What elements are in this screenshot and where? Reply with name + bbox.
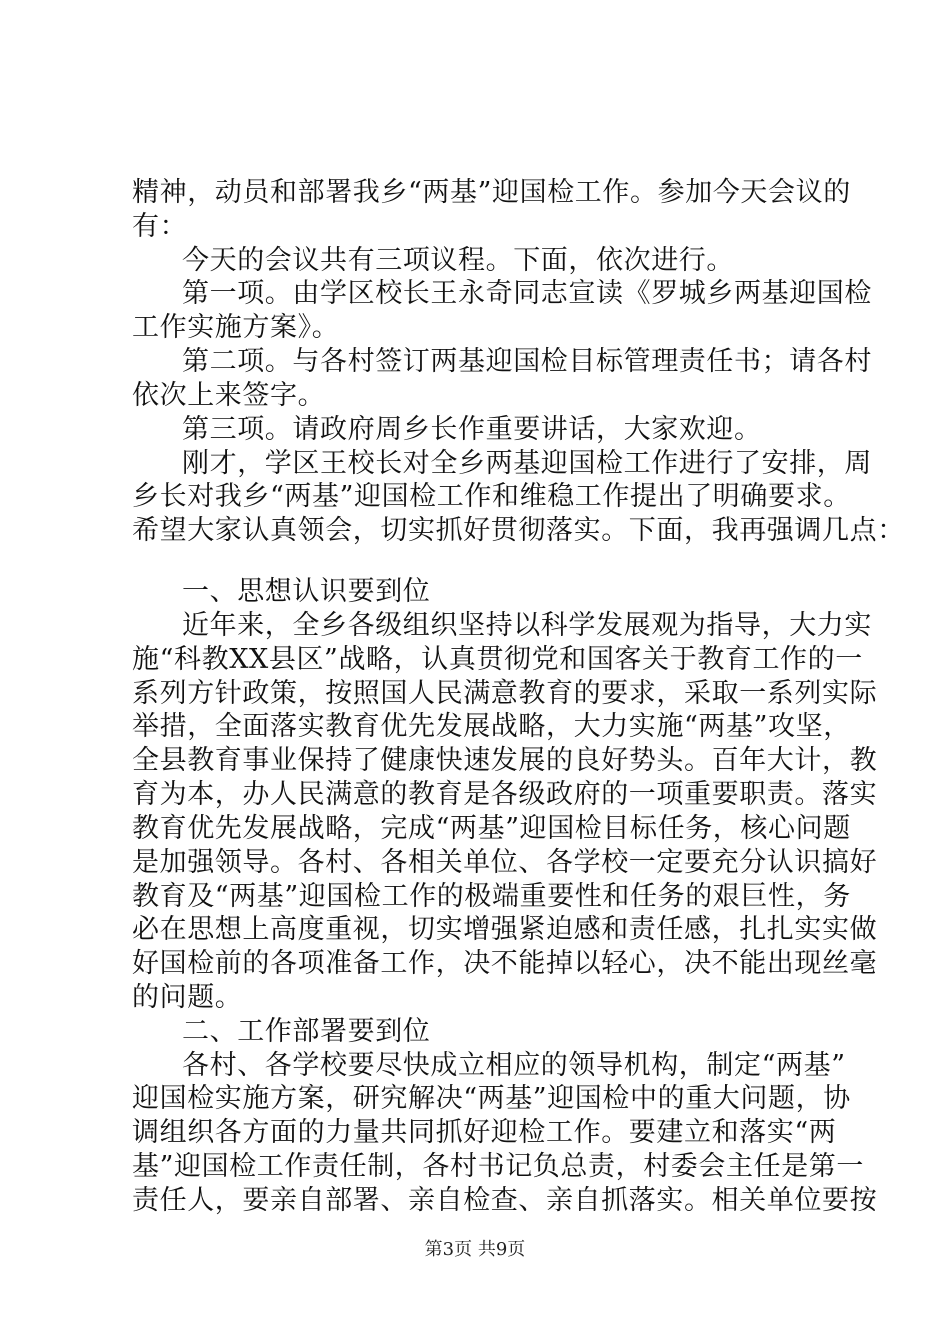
text-line: 刚才，学区王校长对全乡两基迎国检工作进行了安排，周	[182, 448, 872, 479]
text-line: 第二项。与各村签订两基迎国检目标管理责任书；请各村	[182, 346, 872, 377]
text-line: 第三项。请政府周乡长作重要讲话，大家欢迎。	[182, 414, 762, 445]
text-line: 全县教育事业保持了健康快速发展的良好势头。百年大计，教	[132, 745, 878, 776]
text-line: 教育及“两基”迎国检工作的极端重要性和任务的艰巨性，务	[132, 881, 851, 912]
text-line: 基”迎国检工作责任制，各村书记负总责，村委会主任是第一	[132, 1151, 865, 1182]
text-line: 近年来，全乡各级组织坚持以科学发展观为指导，大力实	[182, 610, 872, 641]
text-line: 举措，全面落实教育优先发展战略，大力实施“两基”攻坚，	[132, 711, 851, 742]
text-line: 系列方针政策，按照国人民满意教育的要求，采取一系列实际	[132, 678, 878, 709]
text-line: 乡长对我乡“两基”迎国检工作和维稳工作提出了明确要求。	[132, 481, 851, 512]
text-line: 好国检前的各项准备工作，决不能掉以轻心，决不能出现丝毫	[132, 948, 878, 979]
text-line: 育为本，办人民满意的教育是各级政府的一项重要职责。落实	[132, 779, 878, 810]
text-line: 必在思想上高度重视，切实增强紧迫感和责任感，扎扎实实做	[132, 914, 878, 945]
page-number: 第3页 共9页	[424, 1239, 526, 1260]
text-line: 希望大家认真领会，切实抓好贯彻落实。下面，我再强调几点：	[132, 515, 905, 546]
text-line: 有：	[132, 211, 188, 242]
text-line: 迎国检实施方案，研究解决“两基”迎国检中的重大问题，协	[132, 1083, 851, 1114]
section-heading: 二、工作部署要到位	[182, 1016, 431, 1047]
text-line: 的问题。	[132, 982, 243, 1013]
text-line: 施“科教XX县区”战略，认真贯彻党和国客关于教育工作的一	[132, 644, 863, 675]
text-line: 各村、各学校要尽快成立相应的领导机构，制定“两基”	[182, 1050, 846, 1081]
text-line: 责任人，要亲自部署、亲自检查、亲自抓落实。相关单位要按	[132, 1185, 878, 1216]
text-line: 第一项。由学区校长王永奇同志宣读《罗城乡两基迎国检	[182, 278, 872, 309]
text-line: 今天的会议共有三项议程。下面，依次进行。	[182, 245, 734, 276]
text-line: 调组织各方面的力量共同抓好迎检工作。要建立和落实“两	[132, 1117, 837, 1148]
text-line: 依次上来签字。	[132, 380, 326, 411]
text-line: 精神，动员和部署我乡“两基”迎国检工作。参加今天会议的	[132, 177, 851, 208]
text-line: 是加强领导。各村、各相关单位、各学校一定要充分认识搞好	[132, 847, 878, 878]
text-line: 工作实施方案》。	[132, 312, 340, 343]
text-line: 教育优先发展战略，完成“两基”迎国检目标任务，核心问题	[132, 813, 851, 844]
section-heading: 一、思想认识要到位	[182, 576, 431, 607]
